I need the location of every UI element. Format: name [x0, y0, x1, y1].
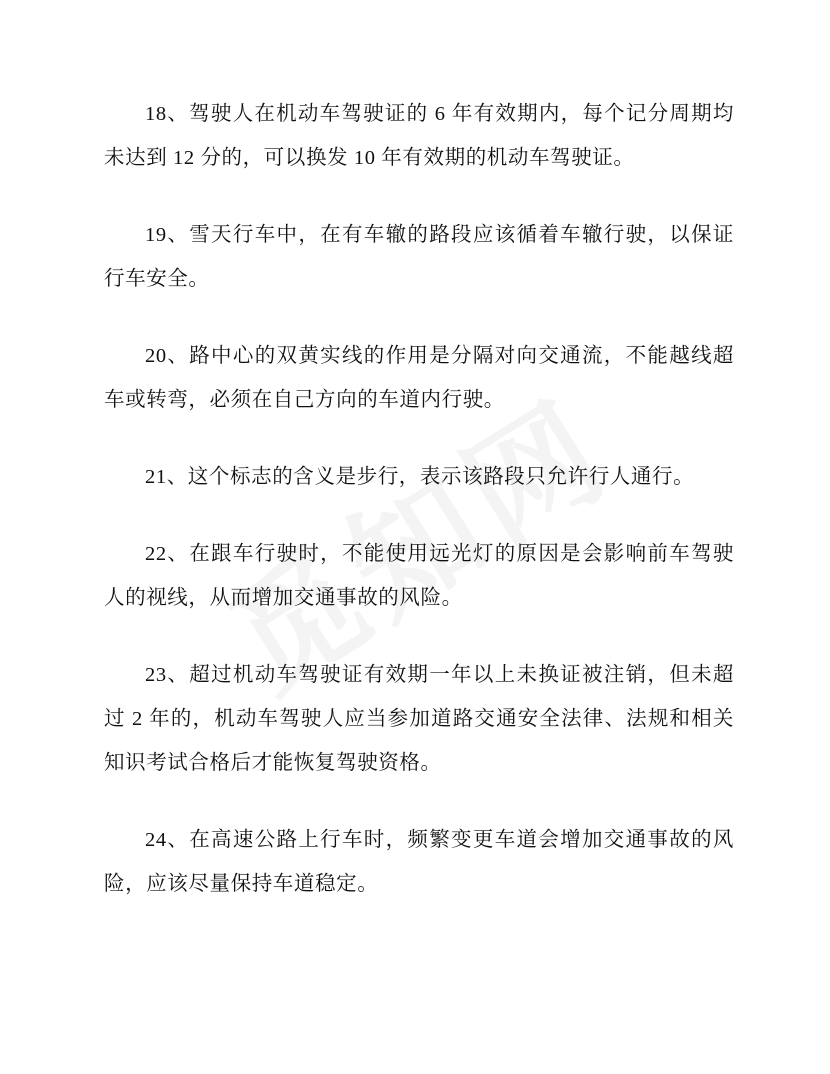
paragraph-18: 18、驾驶人在机动车驾驶证的 6 年有效期内，每个记分周期均未达到 12 分的，可以换发 10 年有效期的机动车驾驶证。 [104, 103, 734, 169]
paragraph-19: 19、雪天行车中，在有车辙的路段应该循着车辙行驶，以保证行车安全。 [104, 224, 734, 290]
paragraph-24: 24、在高速公路上行车时，频繁变更车道会增加交通事故的风险，应该尽量保持车道稳定。 [104, 829, 734, 895]
paragraph-23: 23、超过机动车驾驶证有效期一年以上未换证被注销，但未超过 2 年的，机动车驾驶人应当参加道路交通安全法律、法规和相关知识考试合格后才能恢复驾驶资格。 [104, 664, 734, 774]
paragraph-20: 20、路中心的双黄实线的作用是分隔对向交通流，不能越线超车或转弯，必须在自己方向的车道内行驶。 [104, 345, 734, 411]
document-body [104, 92, 734, 906]
paragraph-22: 22、在跟车行驶时，不能使用远光灯的原因是会影响前车驾驶人的视线，从而增加交通事故的风险。 [104, 543, 734, 609]
paragraph-21: 21、这个标志的含义是步行，表示该路段只允许行人通行。 [145, 466, 695, 488]
